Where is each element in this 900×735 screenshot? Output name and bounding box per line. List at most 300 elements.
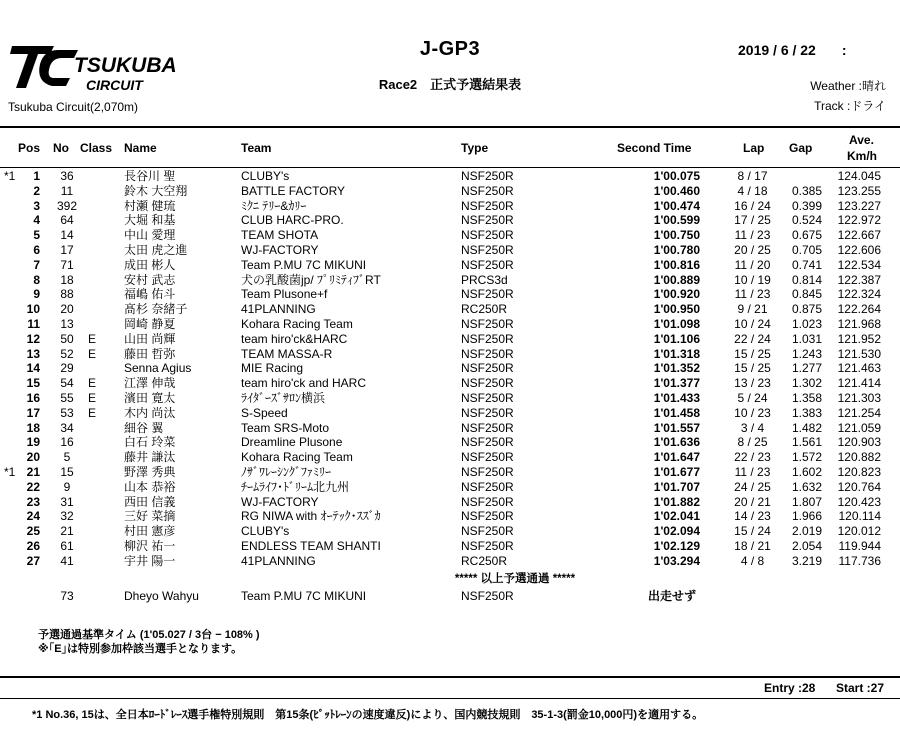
cell-speed: 121.530 xyxy=(837,346,881,361)
cell-no: 31 xyxy=(60,494,74,509)
cell-lap: 10 / 23 xyxy=(734,405,771,420)
cell-type: NSF250R xyxy=(461,198,514,213)
table-row xyxy=(0,391,900,406)
table-row xyxy=(0,450,900,465)
cell-speed: 117.736 xyxy=(838,553,881,568)
cell-no: 16 xyxy=(60,435,74,450)
cell-team: ﾉｻﾞﾜﾚｰｼﾝｸﾞﾌｧﾐﾘｰ xyxy=(241,465,332,479)
cell-name: 山本 恭裕 xyxy=(124,479,176,494)
cell-lap: 16 / 24 xyxy=(734,198,771,213)
cell-no: 17 xyxy=(60,243,74,257)
cell-name: 木内 尚汰 xyxy=(124,405,176,420)
cell-type: NSF250R xyxy=(461,539,514,553)
cell-team: BATTLE FACTORY xyxy=(241,183,346,198)
cell-speed: 120.823 xyxy=(837,465,881,479)
cell-lap: 8 / 25 xyxy=(737,435,768,450)
cell-speed: 120.764 xyxy=(837,479,881,494)
col-time: Second Time xyxy=(617,141,692,155)
cell-lap: 11 / 23 xyxy=(734,465,771,479)
cell-time: 1'01.106 xyxy=(653,331,700,346)
cell-no: 392 xyxy=(56,198,78,213)
cell-no: 88 xyxy=(60,287,74,302)
table-row xyxy=(0,228,900,243)
cell-speed: 122.667 xyxy=(837,228,881,243)
cell-team: 犬の乳酸菌jp/ ﾌﾟﾘﾐﾃｨﾌﾞRT xyxy=(241,272,381,287)
cell-gap: 1.807 xyxy=(791,494,822,509)
cell-team: ﾗｲﾀﾞｰｽﾞｻﾛﾝ横浜 xyxy=(241,391,326,405)
column-header-row xyxy=(0,134,900,166)
cell-time: 1'00.950 xyxy=(653,302,700,317)
cell-speed: 122.606 xyxy=(837,243,881,257)
cell-no: 29 xyxy=(60,361,74,376)
cell-no: 52 xyxy=(60,346,74,361)
cell-name: 福嶋 佑斗 xyxy=(124,287,176,302)
cell-type: NSF250R xyxy=(461,479,514,494)
cell-no: 54 xyxy=(60,376,74,391)
table-row xyxy=(0,509,900,524)
table-row xyxy=(0,406,900,421)
cell-gap: 2.019 xyxy=(791,524,822,539)
col-pos: Pos xyxy=(18,141,41,155)
cell-type: NSF250R xyxy=(461,405,514,420)
cell-team: Team SRS-Moto xyxy=(241,420,330,435)
cell-type: NSF250R xyxy=(461,376,514,391)
cell-pos: 12 xyxy=(26,331,40,346)
table-row xyxy=(0,184,900,199)
cell-pos: 17 xyxy=(26,405,40,420)
cell-team: RG NIWA with ｵｰﾃｯｸ･ｽｽﾞｶ xyxy=(241,509,381,524)
dns-name: Dheyo Wahyu xyxy=(124,589,199,603)
cell-gap: 0.675 xyxy=(791,228,822,243)
cell-time: 1'01.557 xyxy=(653,420,700,435)
cell-no: 13 xyxy=(60,317,74,331)
cell-pos: 5 xyxy=(33,228,40,243)
cell-speed: 121.059 xyxy=(837,420,881,435)
cell-name: 野澤 秀典 xyxy=(124,465,176,479)
cell-name: 成田 彬人 xyxy=(124,257,176,272)
dns-row xyxy=(0,589,900,604)
cell-lap: 18 / 21 xyxy=(734,539,771,553)
cell-type: NSF250R xyxy=(461,346,514,361)
cell-type: NSF250R xyxy=(461,361,514,376)
cell-type: NSF250R xyxy=(461,169,514,183)
cell-cls: E xyxy=(88,346,97,361)
cell-pos: 25 xyxy=(26,524,40,539)
header-top-rule xyxy=(0,126,900,128)
cell-no: 53 xyxy=(60,405,74,420)
cell-pos: 20 xyxy=(26,450,40,465)
cell-team: team hiro'ck&HARC xyxy=(241,331,348,346)
header-bottom-rule xyxy=(0,167,900,168)
cell-name: 藤井 謙汰 xyxy=(124,450,176,465)
start-count: Start :27 xyxy=(836,681,885,695)
cell-team: CLUBY's xyxy=(241,524,290,539)
cell-name: 柳沢 祐一 xyxy=(124,539,176,553)
cell-type: NSF250R xyxy=(461,331,514,346)
cell-type: RC250R xyxy=(461,553,508,568)
cell-pos: 8 xyxy=(33,272,40,287)
qualified-line-text: ***** 以上予選通過 ***** xyxy=(454,573,576,585)
cell-pos: 6 xyxy=(33,243,40,257)
table-row xyxy=(0,480,900,495)
cell-speed: 122.972 xyxy=(837,213,881,228)
cell-no: 61 xyxy=(60,539,74,553)
cell-no: 36 xyxy=(60,169,74,183)
cell-time: 1'00.780 xyxy=(653,243,700,257)
table-row xyxy=(0,495,900,510)
dns-type: NSF250R xyxy=(461,589,514,603)
cell-pos: 3 xyxy=(33,198,40,213)
cell-lap: 20 / 21 xyxy=(734,494,771,509)
cell-no: 5 xyxy=(63,450,71,465)
cell-team: CLUBY's xyxy=(241,169,290,183)
cell-team: Team P.MU 7C MIKUNI xyxy=(241,257,367,272)
table-row xyxy=(0,554,900,569)
cell-speed: 119.944 xyxy=(838,539,881,553)
cell-gap: 0.399 xyxy=(791,198,822,213)
cell-pos: 9 xyxy=(33,287,40,302)
cell-no: 55 xyxy=(60,391,74,405)
cell-team: TEAM SHOTA xyxy=(241,228,319,243)
cell-gap: 1.632 xyxy=(791,479,822,494)
cell-type: NSF250R xyxy=(461,391,514,405)
cell-speed: 120.903 xyxy=(837,435,881,450)
cell-lap: 15 / 25 xyxy=(734,361,771,376)
cell-speed: 122.534 xyxy=(837,257,881,272)
cell-pos: 16 xyxy=(26,391,40,405)
cell-lap: 10 / 24 xyxy=(734,317,771,331)
cell-lap: 4 / 8 xyxy=(740,553,765,568)
table-row xyxy=(0,199,900,214)
cell-team: ENDLESS TEAM SHANTI xyxy=(241,539,381,553)
cell-pos: 13 xyxy=(26,346,40,361)
cell-lap: 11 / 20 xyxy=(734,257,771,272)
cell-gap: 1.023 xyxy=(791,317,822,331)
cell-name: 三好 菜摘 xyxy=(124,509,176,524)
cell-type: NSF250R xyxy=(461,450,514,465)
col-class: Class xyxy=(80,141,113,155)
cell-pos: 14 xyxy=(26,361,40,376)
cell-pos: 26 xyxy=(26,539,40,553)
cell-lap: 11 / 23 xyxy=(734,228,771,243)
cell-pos: 4 xyxy=(33,213,40,228)
cell-team: 41PLANNING xyxy=(241,302,316,317)
cell-speed: 121.952 xyxy=(837,331,881,346)
cell-type: RC250R xyxy=(461,302,508,317)
cell-name: 太田 虎之進 xyxy=(124,243,188,257)
cell-lap: 24 / 25 xyxy=(734,479,771,494)
cell-lap: 10 / 19 xyxy=(734,272,771,287)
cell-time: 1'01.098 xyxy=(653,317,700,331)
cell-lap: 11 / 23 xyxy=(734,287,771,302)
class-note: ※｢E｣は特別参加枠該当選手となります。 xyxy=(38,643,243,655)
cell-cls: E xyxy=(88,331,97,346)
cell-lap: 14 / 23 xyxy=(734,509,771,524)
table-row xyxy=(0,258,900,273)
cell-time: 1'01.677 xyxy=(653,465,700,479)
table-row xyxy=(0,347,900,362)
cell-gap: 1.602 xyxy=(791,465,822,479)
table-row xyxy=(0,169,900,184)
cell-time: 1'00.075 xyxy=(653,169,700,183)
cell-gap: 0.705 xyxy=(791,243,822,257)
date-suffix: : xyxy=(841,42,847,58)
logo-text: TSUKUBA xyxy=(74,54,177,77)
cell-note: *1 xyxy=(4,169,16,183)
cell-speed: 122.387 xyxy=(837,272,881,287)
table-row xyxy=(0,465,900,480)
qualified-line xyxy=(0,570,900,586)
cell-speed: 121.968 xyxy=(837,317,881,331)
cell-team: Kohara Racing Team xyxy=(241,450,353,465)
cell-gap: 2.054 xyxy=(791,539,822,553)
table-row xyxy=(0,302,900,317)
cell-time: 1'02.094 xyxy=(653,524,700,539)
cell-gap: 1.277 xyxy=(791,361,822,376)
cell-team: ﾁｰﾑﾗｲﾌ･ﾄﾞﾘｰﾑ北九州 xyxy=(241,479,350,494)
cell-pos: 21 xyxy=(26,465,40,479)
cell-name: 細谷 翼 xyxy=(124,420,164,435)
cell-time: 1'01.458 xyxy=(653,405,700,420)
cell-time: 1'01.647 xyxy=(653,450,700,465)
cell-name: 長谷川 聖 xyxy=(124,169,176,183)
cell-name: 中山 愛理 xyxy=(124,228,176,243)
table-row xyxy=(0,524,900,539)
cell-time: 1'00.889 xyxy=(653,272,700,287)
cell-type: NSF250R xyxy=(461,494,514,509)
cell-lap: 15 / 24 xyxy=(734,524,771,539)
cell-name: 藤田 哲弥 xyxy=(124,346,176,361)
cell-time: 1'02.041 xyxy=(653,509,700,524)
cell-speed: 124.045 xyxy=(837,169,881,183)
cell-gap: 1.482 xyxy=(791,420,822,435)
cell-pos: 23 xyxy=(26,494,40,509)
cell-pos: 19 xyxy=(26,435,40,450)
venue-label: Tsukuba Circuit(2,070m) xyxy=(8,100,139,114)
cell-time: 1'01.377 xyxy=(653,376,700,391)
cell-speed: 121.463 xyxy=(837,361,881,376)
table-row xyxy=(0,287,900,302)
cell-lap: 17 / 25 xyxy=(734,213,771,228)
cell-lap: 22 / 24 xyxy=(734,331,771,346)
cell-team: 41PLANNING xyxy=(241,553,316,568)
cell-speed: 122.324 xyxy=(837,287,881,302)
cell-no: 11 xyxy=(60,183,74,198)
cell-no: 64 xyxy=(60,213,74,228)
cell-pos: 10 xyxy=(26,302,40,317)
date-block xyxy=(738,42,847,58)
cell-cls: E xyxy=(88,376,97,391)
cell-team: TEAM MASSA-R xyxy=(241,346,333,361)
table-row xyxy=(0,273,900,288)
dns-status: 出走せず xyxy=(648,589,697,603)
cell-speed: 120.114 xyxy=(838,509,881,524)
cell-lap: 13 / 23 xyxy=(734,376,771,391)
footer-top-rule xyxy=(0,676,900,678)
col-lap: Lap xyxy=(743,141,765,155)
cell-no: 20 xyxy=(60,302,74,317)
cell-no: 18 xyxy=(60,272,74,287)
cell-time: 1'01.882 xyxy=(653,494,700,509)
cell-gap: 0.741 xyxy=(791,257,822,272)
cell-gap: 1.572 xyxy=(791,450,822,465)
col-type: Type xyxy=(461,141,489,155)
cell-pos: 11 xyxy=(27,317,40,331)
cell-gap: 1.561 xyxy=(791,435,822,450)
cell-pos: 22 xyxy=(26,479,40,494)
footnote: *1 No.36, 15は、全日本ﾛｰﾄﾞﾚｰｽ選手権特別規則 第15条(ﾋﾟｯﾄﾚｰﾝの速度違反)により、国内競技規則 35-1-3(罰金10,000円)を適用する。 xyxy=(32,709,704,721)
footer-bottom-rule xyxy=(0,698,900,699)
cell-team: Team Plusone+f xyxy=(241,287,328,302)
cell-lap: 15 / 25 xyxy=(734,346,771,361)
track-label: Track :ドライ xyxy=(814,99,886,113)
table-row xyxy=(0,421,900,436)
cell-gap: 1.031 xyxy=(791,331,822,346)
cell-no: 9 xyxy=(63,479,71,494)
standard-time: 予選通過基準タイム (1'05.027 / 3台 − 108% ) xyxy=(38,629,260,641)
col-team: Team xyxy=(241,141,272,155)
cell-no: 21 xyxy=(60,524,74,539)
cell-no: 71 xyxy=(60,257,74,272)
cell-pos: 7 xyxy=(33,257,40,272)
cell-gap: 1.302 xyxy=(791,376,822,391)
cell-gap: 1.383 xyxy=(791,405,822,420)
cell-time: 1'01.707 xyxy=(653,479,700,494)
cell-gap: 1.358 xyxy=(791,391,822,405)
cell-name: 髙杉 奈緒子 xyxy=(124,302,188,317)
cell-type: NSF250R xyxy=(461,317,514,331)
cell-type: NSF250R xyxy=(461,524,514,539)
cell-name: 大堀 和基 xyxy=(124,213,176,228)
dns-team: Team P.MU 7C MIKUNI xyxy=(241,589,367,603)
cell-team: MIE Racing xyxy=(241,361,304,376)
cell-speed: 121.303 xyxy=(837,391,881,405)
cell-gap: 1.243 xyxy=(791,346,822,361)
cell-no: 41 xyxy=(60,553,74,568)
cell-no: 14 xyxy=(60,228,74,243)
cell-lap: 22 / 23 xyxy=(734,450,771,465)
cell-time: 1'00.460 xyxy=(653,183,700,198)
cell-time: 1'00.474 xyxy=(653,198,700,213)
logo-subtext: CIRCUIT xyxy=(86,77,143,93)
cell-type: NSF250R xyxy=(461,435,514,450)
cell-time: 1'00.599 xyxy=(653,213,700,228)
cell-gap: 1.966 xyxy=(791,509,822,524)
cell-pos: 18 xyxy=(26,420,40,435)
cell-name: 江澤 伸哉 xyxy=(124,376,176,391)
cell-pos: 15 xyxy=(26,376,40,391)
cell-time: 1'00.816 xyxy=(653,257,700,272)
cell-speed: 123.255 xyxy=(837,183,881,198)
col-name: Name xyxy=(124,141,157,155)
table-row xyxy=(0,435,900,450)
cell-name: Senna Agius xyxy=(124,361,192,376)
cell-gap: 0.385 xyxy=(791,183,822,198)
table-row xyxy=(0,376,900,391)
cell-time: 1'01.433 xyxy=(653,391,700,405)
cell-name: 岡崎 静夏 xyxy=(124,317,176,331)
cell-speed: 123.227 xyxy=(837,198,881,213)
table-row xyxy=(0,332,900,347)
cell-type: NSF250R xyxy=(461,243,514,257)
cell-name: 村田 憲彦 xyxy=(124,524,176,539)
cell-time: 1'00.920 xyxy=(653,287,700,302)
cell-team: CLUB HARC-PRO. xyxy=(241,213,344,228)
cell-name: 村瀬 健琉 xyxy=(124,198,176,213)
session-title: Race2 正式予選結果表 xyxy=(378,77,522,92)
cell-time: 1'02.129 xyxy=(653,539,700,553)
cell-no: 15 xyxy=(60,465,74,479)
cell-gap: 0.845 xyxy=(791,287,822,302)
cell-time: 1'03.294 xyxy=(653,553,700,568)
cell-gap: 0.875 xyxy=(791,302,822,317)
cell-pos: 24 xyxy=(26,509,40,524)
cell-speed: 120.423 xyxy=(837,494,881,509)
cell-pos: 27 xyxy=(26,553,40,568)
cell-team: S-Speed xyxy=(241,405,288,420)
cell-gap: 0.524 xyxy=(791,213,822,228)
cell-no: 50 xyxy=(60,331,74,346)
cell-speed: 122.264 xyxy=(837,302,881,317)
date-value: 2019 / 6 / 22 xyxy=(738,42,816,58)
cell-type: NSF250R xyxy=(461,509,514,524)
col-no: No xyxy=(53,141,69,155)
table-row xyxy=(0,213,900,228)
cell-team: WJ-FACTORY xyxy=(241,494,319,509)
cell-lap: 9 / 21 xyxy=(737,302,768,317)
cell-gap: 3.219 xyxy=(791,553,822,568)
cell-time: 1'01.352 xyxy=(653,361,700,376)
cell-speed: 120.882 xyxy=(837,450,881,465)
weather-label: Weather :晴れ xyxy=(810,79,886,93)
cell-type: NSF250R xyxy=(461,257,514,272)
series-title: J-GP3 xyxy=(419,38,481,60)
dns-no: 73 xyxy=(60,589,74,603)
cell-cls: E xyxy=(88,391,97,405)
cell-lap: 5 / 24 xyxy=(737,391,768,405)
cell-cls: E xyxy=(88,405,97,420)
cell-no: 32 xyxy=(60,509,74,524)
cell-type: NSF250R xyxy=(461,287,514,302)
cell-team: ﾐｸﾆ ﾃﾘｰ&ｶﾘｰ xyxy=(241,198,307,213)
cell-type: PRCS3d xyxy=(461,272,508,287)
cell-team: Kohara Racing Team xyxy=(241,317,353,331)
cell-no: 34 xyxy=(60,420,74,435)
cell-name: 濱田 寛太 xyxy=(124,391,176,405)
cell-speed: 121.414 xyxy=(837,376,881,391)
cell-type: NSF250R xyxy=(461,213,514,228)
cell-lap: 4 / 18 xyxy=(737,183,768,198)
table-row xyxy=(0,243,900,258)
cell-time: 1'01.318 xyxy=(653,346,700,361)
cell-type: NSF250R xyxy=(461,420,514,435)
cell-time: 1'00.750 xyxy=(653,228,700,243)
cell-name: 白石 玲菜 xyxy=(124,435,176,450)
table-row xyxy=(0,361,900,376)
cell-name: 鈴木 大空翔 xyxy=(124,183,188,198)
cell-lap: 8 / 17 xyxy=(737,169,768,183)
cell-type: NSF250R xyxy=(461,183,514,198)
cell-gap: 0.814 xyxy=(791,272,822,287)
cell-name: 山田 尚輝 xyxy=(124,331,176,346)
cell-team: WJ-FACTORY xyxy=(241,243,319,257)
entry-count: Entry :28 xyxy=(764,681,816,695)
cell-speed: 121.254 xyxy=(837,405,881,420)
cell-pos: 1 xyxy=(33,169,40,183)
cell-name: 西田 信義 xyxy=(124,494,176,509)
cell-note: *1 xyxy=(4,465,16,479)
cell-name: 安村 武志 xyxy=(124,272,176,287)
